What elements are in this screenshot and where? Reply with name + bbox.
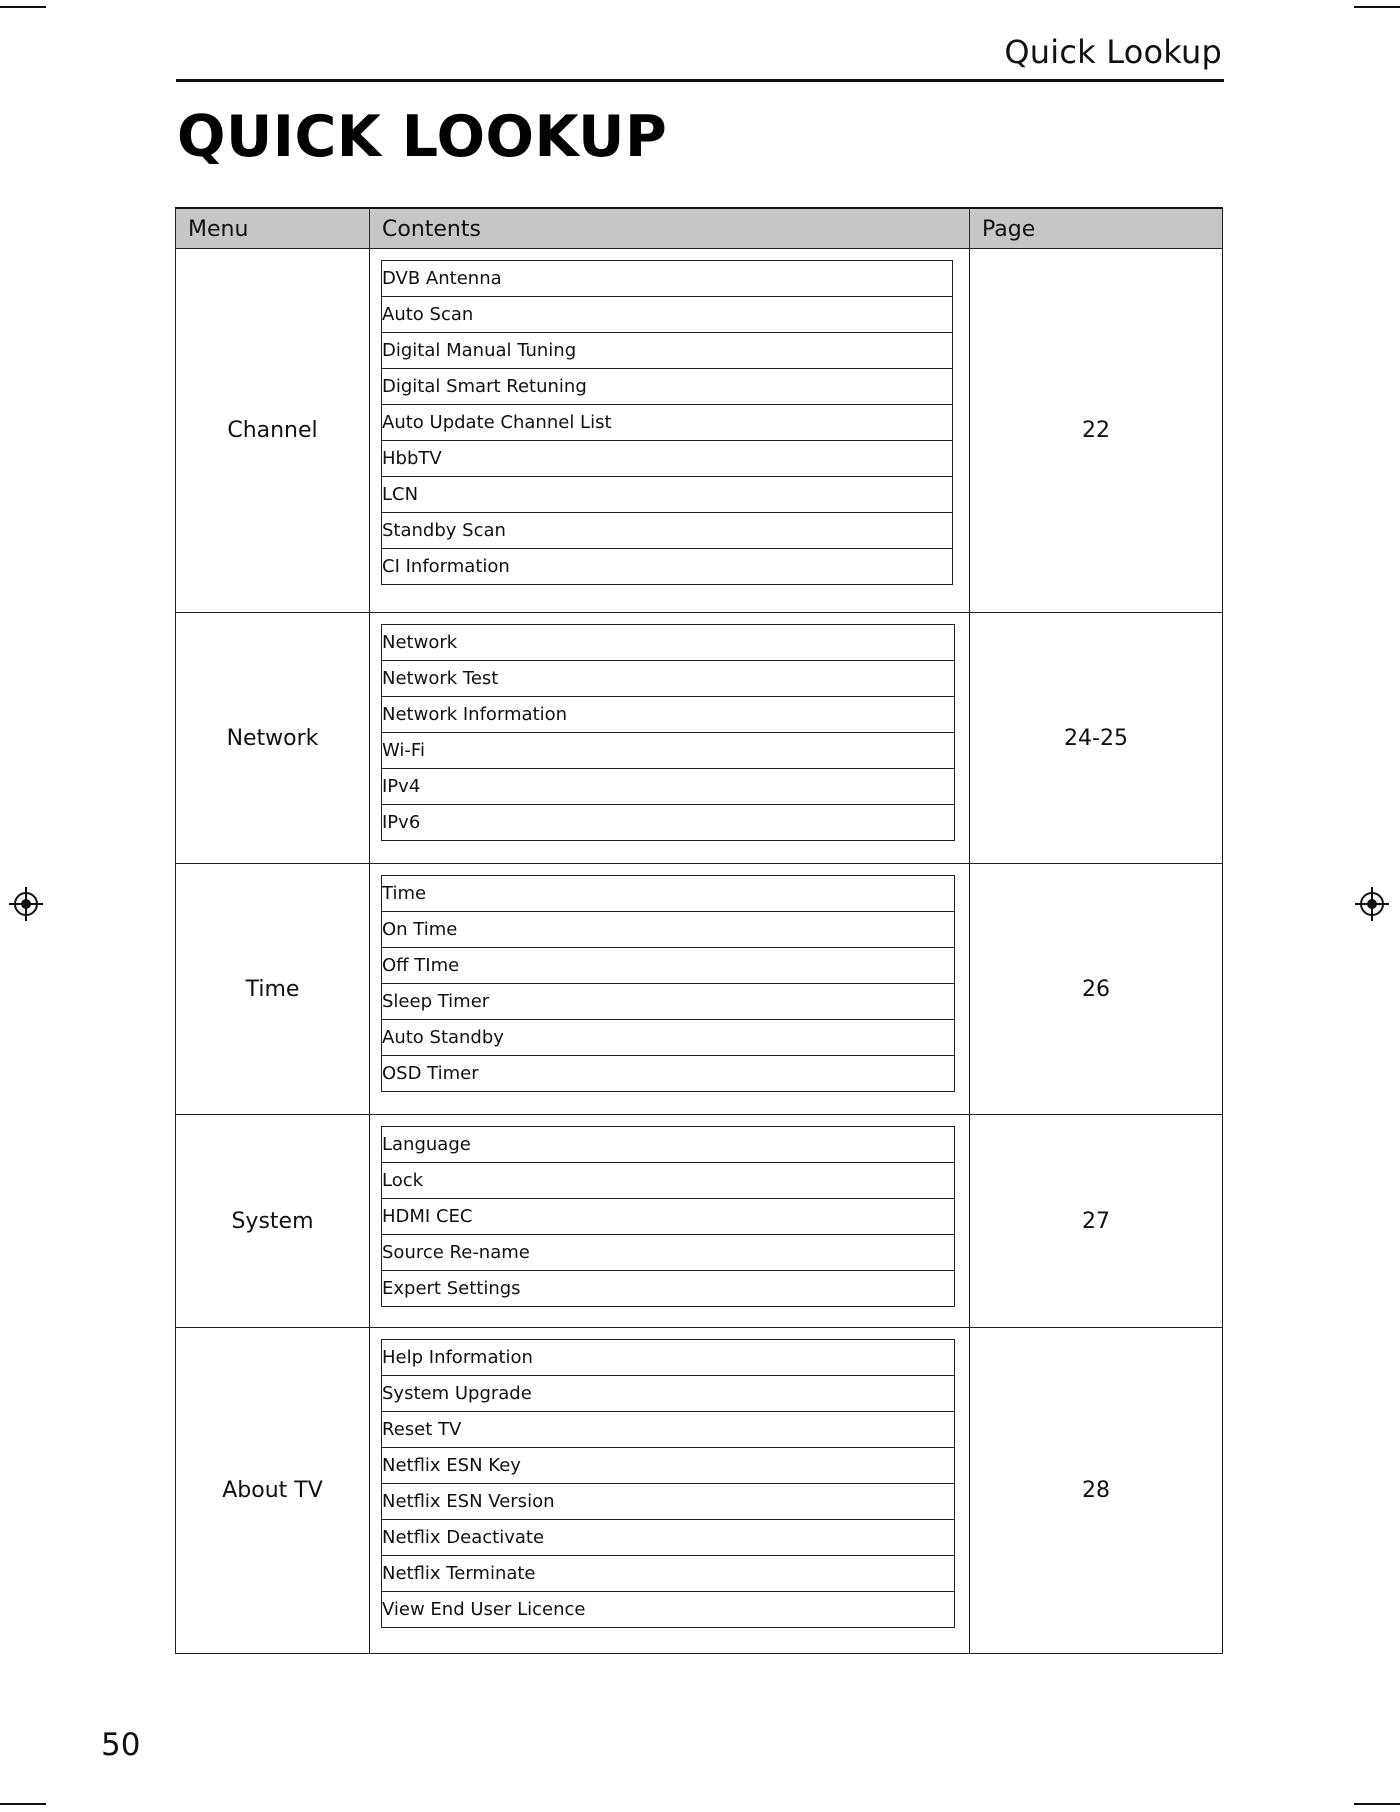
contents-cell: [370, 249, 970, 613]
list-item: IPv4: [382, 769, 955, 805]
menu-cell: Channel: [176, 249, 370, 613]
list-item: OSD Timer: [382, 1056, 955, 1092]
list-item: Standby Scan: [382, 513, 953, 549]
list-item: Digital Manual Tuning: [382, 333, 953, 369]
running-header: Quick Lookup: [1004, 33, 1222, 71]
list-item: Netflix ESN Key: [382, 1448, 955, 1484]
contents-list: [381, 1339, 955, 1628]
page-cell: 24-25: [970, 613, 1223, 864]
registration-mark-left-icon: [9, 887, 43, 921]
list-item: Netflix Terminate: [382, 1556, 955, 1592]
list-item: Wi-Fi: [382, 733, 955, 769]
page-cell: 26: [970, 864, 1223, 1115]
list-item: System Upgrade: [382, 1376, 955, 1412]
column-header-page: Page: [970, 208, 1223, 249]
table-row-channel: [176, 249, 1223, 613]
list-item: On Time: [382, 912, 955, 948]
page-cell: 27: [970, 1115, 1223, 1328]
list-item: Network Test: [382, 661, 955, 697]
list-item: View End User Licence: [382, 1592, 955, 1628]
column-header-contents: Contents: [370, 208, 970, 249]
list-item: Time: [382, 876, 955, 912]
page-cell: 28: [970, 1328, 1223, 1654]
table-row-about-tv: [176, 1328, 1223, 1654]
table-header-row: [176, 208, 1223, 249]
list-item: Netflix Deactivate: [382, 1520, 955, 1556]
list-item: Expert Settings: [382, 1271, 955, 1307]
page-cell: 22: [970, 249, 1223, 613]
column-header-menu: Menu: [176, 208, 370, 249]
header-rule: [176, 79, 1224, 82]
list-item: Lock: [382, 1163, 955, 1199]
menu-cell: Time: [176, 864, 370, 1115]
table-row-time: [176, 864, 1223, 1115]
quick-lookup-table: [175, 207, 1223, 1654]
table-row-system: [176, 1115, 1223, 1328]
list-item: Language: [382, 1127, 955, 1163]
contents-cell: [370, 864, 970, 1115]
list-item: Help Information: [382, 1340, 955, 1376]
menu-cell: System: [176, 1115, 370, 1328]
contents-cell: [370, 613, 970, 864]
list-item: Auto Update Channel List: [382, 405, 953, 441]
page-number: 50: [101, 1727, 141, 1763]
crop-mark-bottom-left: [0, 1803, 46, 1805]
menu-cell: Network: [176, 613, 370, 864]
list-item: HDMI CEC: [382, 1199, 955, 1235]
list-item: Reset TV: [382, 1412, 955, 1448]
contents-list: [381, 624, 955, 841]
list-item: Auto Standby: [382, 1020, 955, 1056]
list-item: Digital Smart Retuning: [382, 369, 953, 405]
contents-cell: [370, 1115, 970, 1328]
crop-mark-bottom-right: [1354, 1803, 1400, 1805]
page-title: QUICK LOOKUP: [177, 104, 668, 170]
list-item: Sleep Timer: [382, 984, 955, 1020]
list-item: Netflix ESN Version: [382, 1484, 955, 1520]
list-item: LCN: [382, 477, 953, 513]
list-item: Source Re-name: [382, 1235, 955, 1271]
table-row-network: [176, 613, 1223, 864]
list-item: DVB Antenna: [382, 261, 953, 297]
list-item: CI Information: [382, 549, 953, 585]
menu-cell: About TV: [176, 1328, 370, 1654]
list-item: Off TIme: [382, 948, 955, 984]
list-item: HbbTV: [382, 441, 953, 477]
list-item: IPv6: [382, 805, 955, 841]
list-item: Network Information: [382, 697, 955, 733]
registration-mark-right-icon: [1355, 887, 1389, 921]
contents-list: [381, 260, 953, 585]
contents-cell: [370, 1328, 970, 1654]
crop-mark-top-right: [1354, 6, 1400, 8]
list-item: Auto Scan: [382, 297, 953, 333]
list-item: Network: [382, 625, 955, 661]
contents-list: [381, 875, 955, 1092]
contents-list: [381, 1126, 955, 1307]
crop-mark-top-left: [0, 6, 46, 8]
